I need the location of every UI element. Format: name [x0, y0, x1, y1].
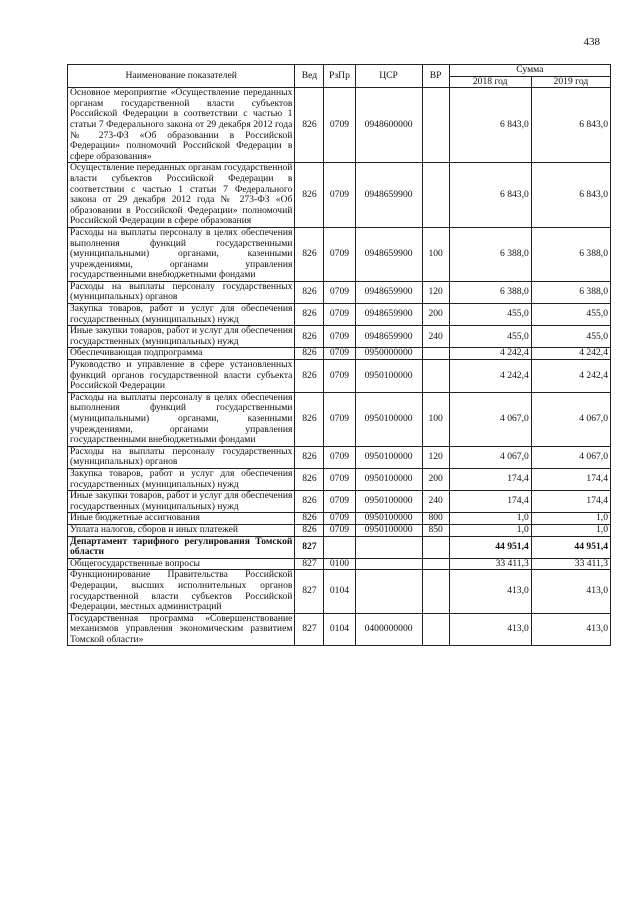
row-name-cell: Расходы на выплаты персоналу в целях обеспечения выполнения функций государственными (муниципальными) органами, казенными учреждениями, органами управления государственными внебюджетными фондами: [68, 392, 295, 446]
table-row: [68, 326, 611, 348]
row-rzpr-cell: 0709: [324, 326, 355, 348]
table-row: [68, 513, 611, 525]
row-ved-cell: 826: [295, 524, 324, 536]
row-csr-cell: 0950100000: [355, 360, 422, 393]
row-vr-cell: 240: [422, 326, 449, 348]
row-rzpr-cell: 0709: [324, 491, 355, 513]
row-name-cell: Функционирование Правительства Российской Федерации, высших исполнительных органов государственной власти субъектов Российской Федерации, местных администраций: [68, 570, 295, 613]
row-sum-2018-cell: 6 843,0: [449, 163, 531, 228]
row-name-cell: Общегосударственные вопросы: [68, 558, 295, 570]
row-sum-2018-cell: 174,4: [449, 491, 531, 513]
row-sum-2018-cell: 413,0: [449, 613, 531, 646]
row-sum-2018-cell: 413,0: [449, 570, 531, 613]
header-year-2018: 2018 год: [449, 76, 531, 88]
row-vr-cell: [422, 163, 449, 228]
row-sum-2019-cell: 455,0: [531, 326, 610, 348]
row-sum-2019-cell: 44 951,4: [531, 536, 610, 558]
row-rzpr-cell: 0709: [324, 281, 355, 303]
row-sum-2019-cell: 1,0: [531, 524, 610, 536]
row-sum-2019-cell: 6 843,0: [531, 163, 610, 228]
row-csr-cell: 0950100000: [355, 513, 422, 525]
budget-table: [67, 64, 611, 646]
row-ved-cell: 826: [295, 281, 324, 303]
row-ved-cell: 826: [295, 468, 324, 490]
header-vr: ВР: [422, 65, 449, 88]
row-ved-cell: 827: [295, 570, 324, 613]
header-name: Наименование показателей: [68, 65, 295, 88]
row-ved-cell: 826: [295, 392, 324, 446]
row-sum-2019-cell: 33 411,3: [531, 558, 610, 570]
table-row: [68, 88, 611, 163]
row-name-cell: Руководство и управление в сфере установленных функций органов государственной власти субъекта Российской Федерации: [68, 360, 295, 393]
row-vr-cell: [422, 360, 449, 393]
row-rzpr-cell: 0709: [324, 348, 355, 360]
row-csr-cell: 0948659900: [355, 227, 422, 281]
row-sum-2018-cell: 6 388,0: [449, 227, 531, 281]
row-csr-cell: 0948659900: [355, 163, 422, 228]
row-sum-2018-cell: 4 067,0: [449, 392, 531, 446]
row-sum-2018-cell: 44 951,4: [449, 536, 531, 558]
row-sum-2018-cell: 6 843,0: [449, 88, 531, 163]
row-name-cell: Государственная программа «Совершенствование механизмов управления экономическим развитием Томской области»: [68, 613, 295, 646]
row-csr-cell: 0400000000: [355, 613, 422, 646]
row-vr-cell: [422, 570, 449, 613]
header-ved: Вед: [295, 65, 324, 88]
row-rzpr-cell: 0104: [324, 613, 355, 646]
row-sum-2018-cell: 174,4: [449, 468, 531, 490]
row-name-cell: Расходы на выплаты персоналу в целях обеспечения выполнения функций государственными (муниципальными) органами, казенными учреждениями, органами управления государственными внебюджетными фондами: [68, 227, 295, 281]
row-rzpr-cell: 0100: [324, 558, 355, 570]
row-sum-2019-cell: 455,0: [531, 304, 610, 326]
row-sum-2018-cell: 455,0: [449, 326, 531, 348]
row-sum-2018-cell: 4 067,0: [449, 446, 531, 468]
row-csr-cell: [355, 536, 422, 558]
row-csr-cell: 0948659900: [355, 326, 422, 348]
row-rzpr-cell: 0709: [324, 163, 355, 228]
row-ved-cell: 826: [295, 360, 324, 393]
row-ved-cell: 826: [295, 491, 324, 513]
row-ved-cell: 826: [295, 446, 324, 468]
row-rzpr-cell: 0709: [324, 392, 355, 446]
row-sum-2018-cell: 455,0: [449, 304, 531, 326]
row-name-cell: Уплата налогов, сборов и иных платежей: [68, 524, 295, 536]
row-csr-cell: 0950100000: [355, 468, 422, 490]
row-ved-cell: 826: [295, 348, 324, 360]
table-row: [68, 392, 611, 446]
row-csr-cell: 0950100000: [355, 446, 422, 468]
row-csr-cell: 0948659900: [355, 304, 422, 326]
row-sum-2019-cell: 6 388,0: [531, 281, 610, 303]
row-rzpr-cell: 0709: [324, 524, 355, 536]
row-sum-2019-cell: 174,4: [531, 491, 610, 513]
row-sum-2019-cell: 6 843,0: [531, 88, 610, 163]
row-sum-2018-cell: 6 388,0: [449, 281, 531, 303]
row-vr-cell: [422, 558, 449, 570]
row-sum-2019-cell: 4 242,4: [531, 360, 610, 393]
header-csr: ЦСР: [355, 65, 422, 88]
row-vr-cell: [422, 613, 449, 646]
row-vr-cell: [422, 88, 449, 163]
row-rzpr-cell: 0709: [324, 304, 355, 326]
row-name-cell: Иные бюджетные ассигнования: [68, 513, 295, 525]
row-ved-cell: 827: [295, 613, 324, 646]
row-ved-cell: 826: [295, 513, 324, 525]
row-sum-2019-cell: 6 388,0: [531, 227, 610, 281]
row-csr-cell: 0950100000: [355, 491, 422, 513]
row-vr-cell: [422, 536, 449, 558]
row-sum-2018-cell: 1,0: [449, 513, 531, 525]
row-sum-2019-cell: 4 242,4: [531, 348, 610, 360]
row-ved-cell: 826: [295, 326, 324, 348]
row-sum-2018-cell: 4 242,4: [449, 348, 531, 360]
row-name-cell: Расходы на выплаты персоналу государственных (муниципальных) органов: [68, 281, 295, 303]
row-rzpr-cell: 0709: [324, 88, 355, 163]
row-vr-cell: 200: [422, 304, 449, 326]
table-row: [68, 163, 611, 228]
table-row: [68, 524, 611, 536]
row-ved-cell: 827: [295, 536, 324, 558]
row-vr-cell: 800: [422, 513, 449, 525]
table-row: [68, 446, 611, 468]
row-name-cell: Расходы на выплаты персоналу государственных (муниципальных) органов: [68, 446, 295, 468]
table-row: [68, 348, 611, 360]
row-csr-cell: [355, 558, 422, 570]
row-name-cell: Закупка товаров, работ и услуг для обеспечения государственных (муниципальных) нужд: [68, 468, 295, 490]
header-sum: Сумма: [449, 65, 610, 77]
row-rzpr-cell: 0709: [324, 227, 355, 281]
row-sum-2019-cell: 413,0: [531, 613, 610, 646]
row-rzpr-cell: 0709: [324, 513, 355, 525]
row-sum-2018-cell: 1,0: [449, 524, 531, 536]
row-ved-cell: 826: [295, 304, 324, 326]
row-vr-cell: 100: [422, 227, 449, 281]
row-vr-cell: [422, 348, 449, 360]
row-vr-cell: 120: [422, 281, 449, 303]
row-sum-2019-cell: 4 067,0: [531, 446, 610, 468]
header-rzpr: РзПр: [324, 65, 355, 88]
table-row: [68, 613, 611, 646]
row-sum-2018-cell: 4 242,4: [449, 360, 531, 393]
row-vr-cell: 200: [422, 468, 449, 490]
row-vr-cell: 850: [422, 524, 449, 536]
row-sum-2019-cell: 4 067,0: [531, 392, 610, 446]
table-row: [68, 491, 611, 513]
row-csr-cell: 0948600000: [355, 88, 422, 163]
table-row: [68, 536, 611, 558]
row-sum-2019-cell: 174,4: [531, 468, 610, 490]
header-year-2019: 2019 год: [531, 76, 610, 88]
row-csr-cell: 0948659900: [355, 281, 422, 303]
table-row: [68, 227, 611, 281]
row-sum-2019-cell: 1,0: [531, 513, 610, 525]
row-name-cell: Закупка товаров, работ и услуг для обеспечения государственных (муниципальных) нужд: [68, 304, 295, 326]
table-row: [68, 281, 611, 303]
row-ved-cell: 826: [295, 88, 324, 163]
table-row: [68, 558, 611, 570]
row-rzpr-cell: 0709: [324, 446, 355, 468]
row-name-cell: Департамент тарифного регулирования Томской области: [68, 536, 295, 558]
row-ved-cell: 827: [295, 558, 324, 570]
row-csr-cell: 0950000000: [355, 348, 422, 360]
row-name-cell: Основное мероприятие «Осуществление переданных органам государственной власти субъектов Российской Федерации в соответствии с частью 1 статьи 7 Федерального закона от 29 декабря 2012 года № 273-ФЗ «Об образовании в Российской Федерации» полномочий Российской Федерации в сфере образования»: [68, 88, 295, 163]
table-row: [68, 304, 611, 326]
row-name-cell: Иные закупки товаров, работ и услуг для обеспечения государственных (муниципальных) нужд: [68, 326, 295, 348]
row-vr-cell: 120: [422, 446, 449, 468]
row-vr-cell: 240: [422, 491, 449, 513]
table-row: [68, 360, 611, 393]
row-rzpr-cell: 0709: [324, 468, 355, 490]
row-csr-cell: 0950100000: [355, 392, 422, 446]
page-number: 438: [583, 36, 600, 48]
row-sum-2019-cell: 413,0: [531, 570, 610, 613]
table-row: [68, 468, 611, 490]
row-vr-cell: 100: [422, 392, 449, 446]
row-csr-cell: 0950100000: [355, 524, 422, 536]
row-name-cell: Осуществление переданных органам государственной власти субъектов Российской Федерации в соответствии с частью 1 статьи 7 Федерального закона от 29 декабря 2012 года № 273-ФЗ «Об образовании в Российской Федерации» полномочий Российской Федерации в сфере образования: [68, 163, 295, 228]
row-name-cell: Обеспечивающая подпрограмма: [68, 348, 295, 360]
row-sum-2018-cell: 33 411,3: [449, 558, 531, 570]
row-ved-cell: 826: [295, 227, 324, 281]
table-row: [68, 570, 611, 613]
table-body: [68, 88, 611, 646]
row-csr-cell: [355, 570, 422, 613]
row-name-cell: Иные закупки товаров, работ и услуг для обеспечения государственных (муниципальных) нужд: [68, 491, 295, 513]
row-rzpr-cell: 0709: [324, 360, 355, 393]
row-rzpr-cell: 0104: [324, 570, 355, 613]
row-rzpr-cell: [324, 536, 355, 558]
row-ved-cell: 826: [295, 163, 324, 228]
